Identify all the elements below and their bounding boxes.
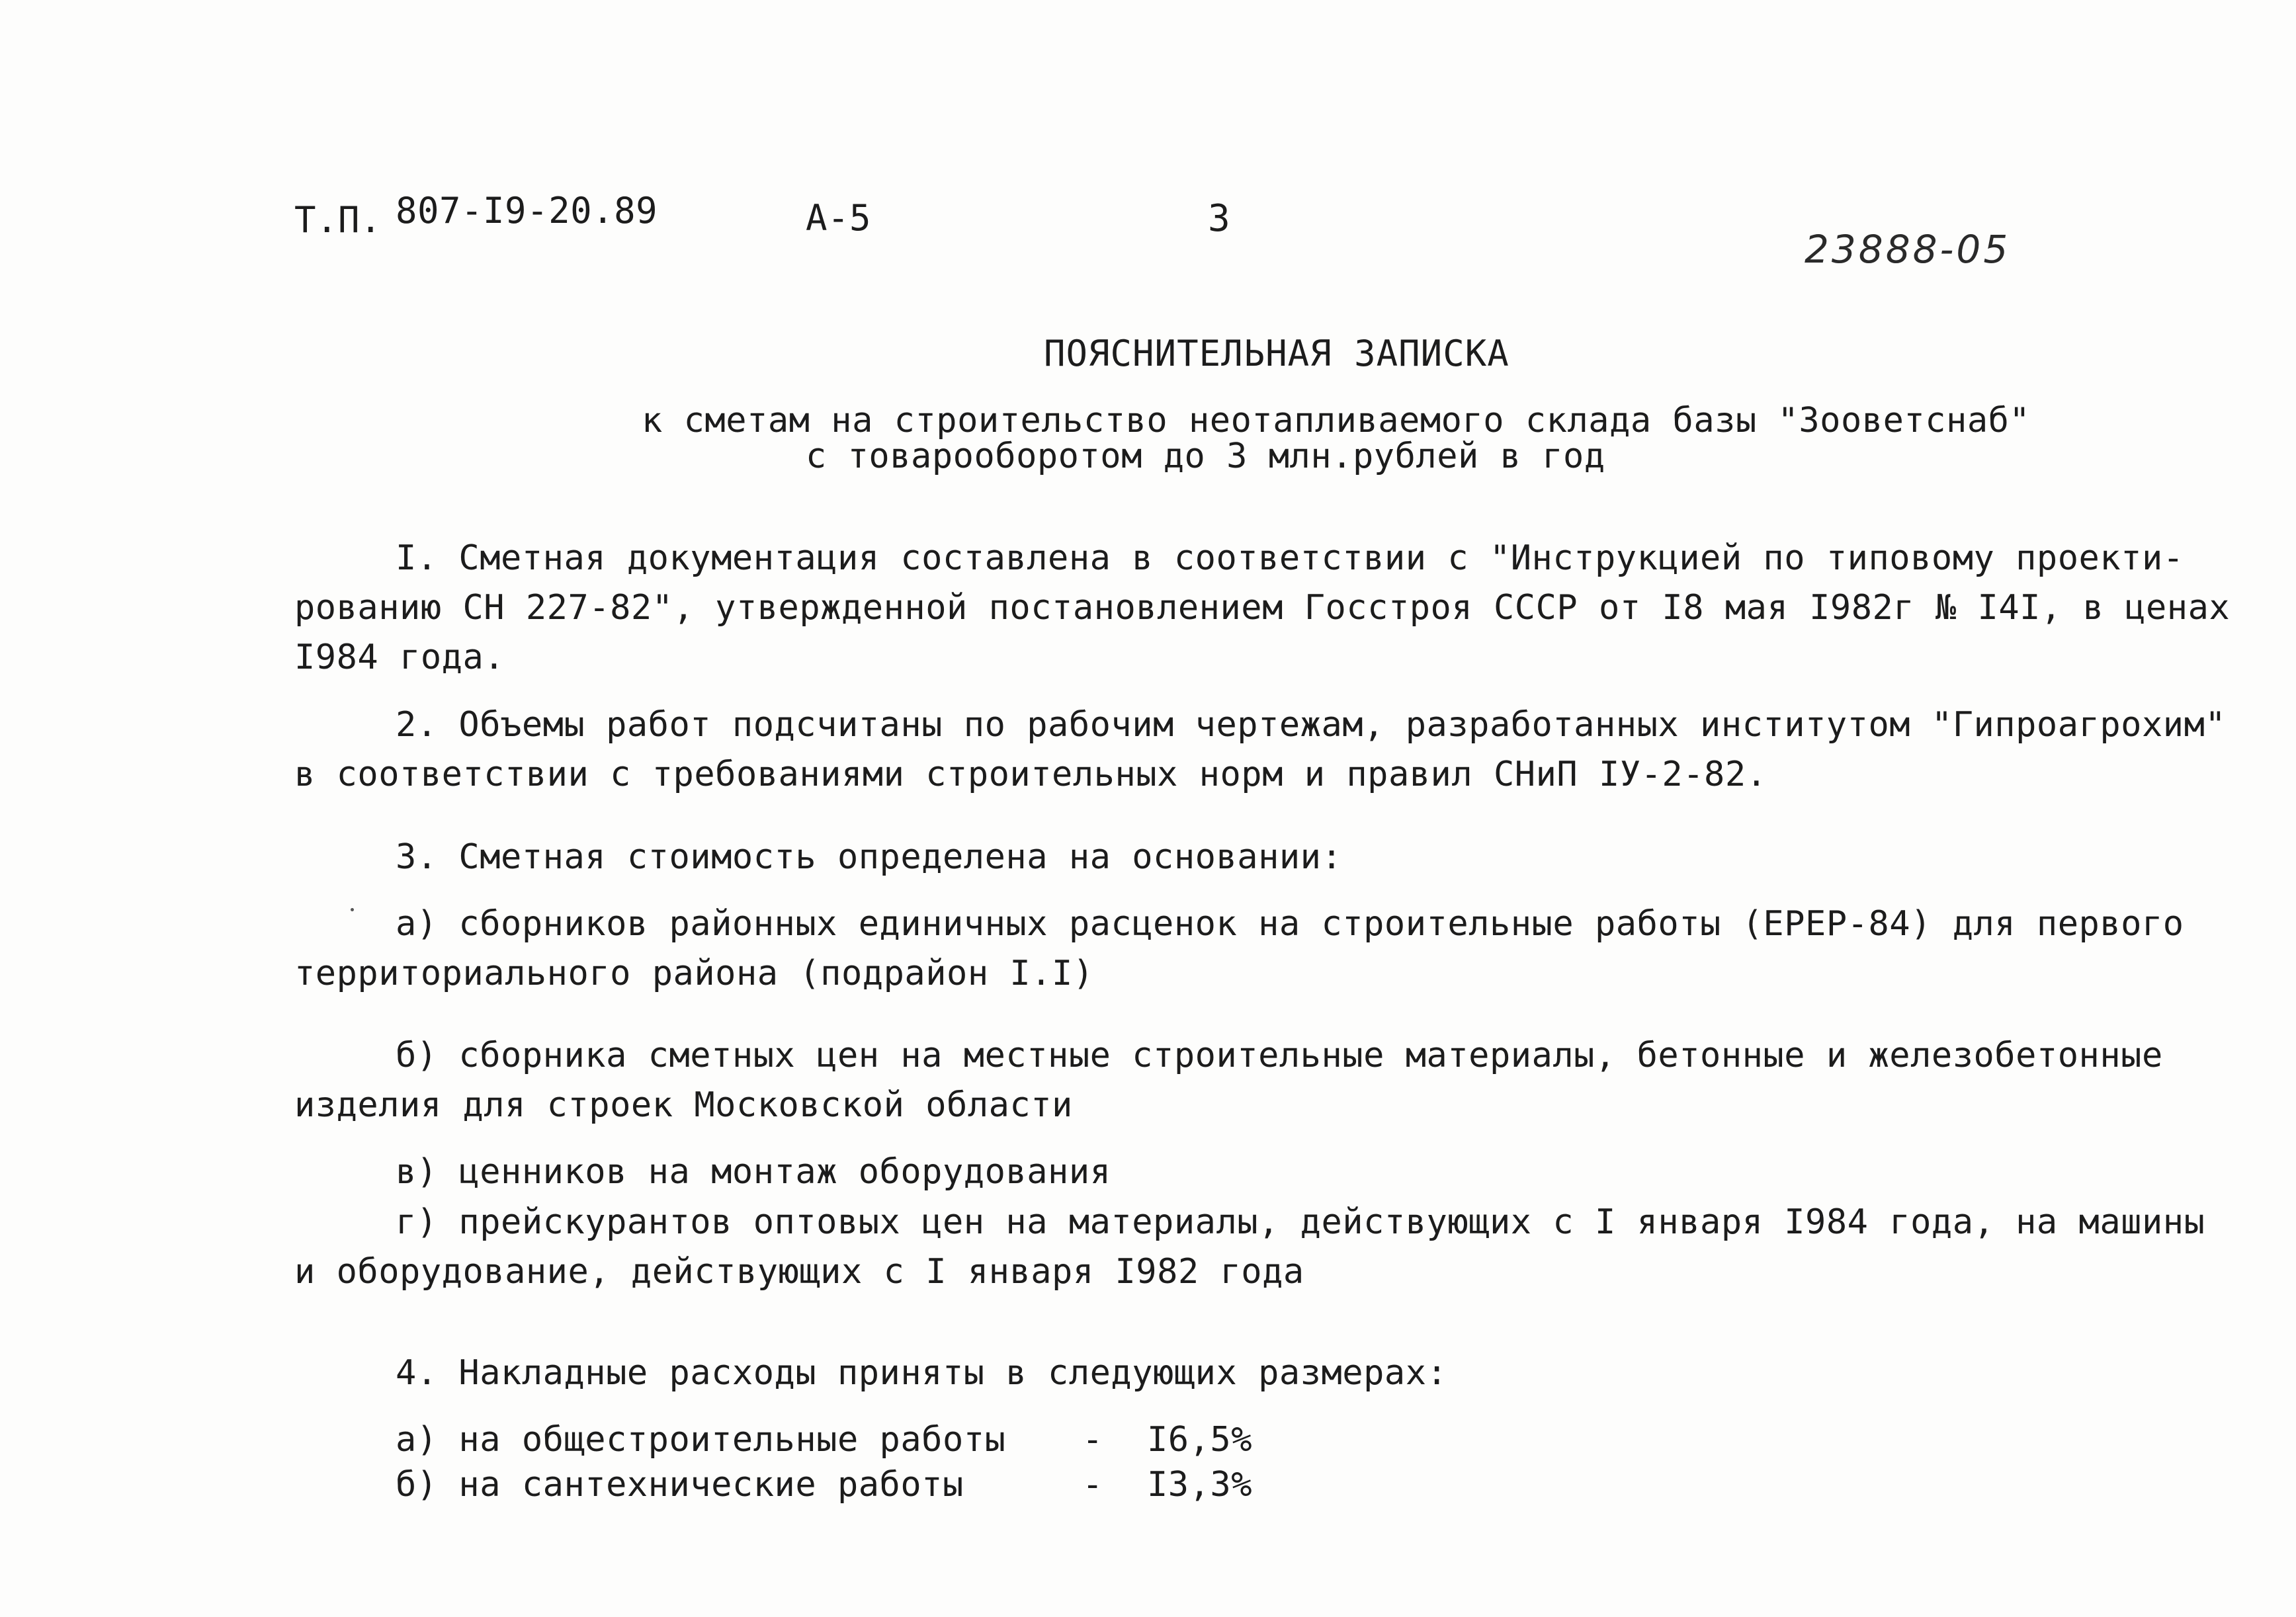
paragraph-1-line-3: I984 года.: [294, 638, 505, 677]
paragraph-2-line-2: в соответствии с требованиями строительных норм и правил СНиП IУ-2-82.: [294, 755, 1767, 794]
paragraph-2-line-1: 2. Объемы работ подсчитаны по рабочим чертежам, разработанных институтом "Гипроагрохим": [396, 705, 2227, 745]
item-3b-line-1: б) сборника сметных цен на местные строительные материалы, бетонные и железобетонные: [396, 1036, 2163, 1075]
paragraph-4-heading: 4. Накладные расходы приняты в следующих размерах:: [396, 1353, 1448, 1393]
document-heading: ПОЯСНИТЕЛЬНАЯ ЗАПИСКА: [1044, 333, 1509, 374]
paragraph-1-line-1: I. Сметная документация составлена в соответствии с "Инструкцией по типовому проекти-: [396, 538, 2184, 578]
scan-speck: [351, 908, 354, 911]
subtitle-line-2: с товарооборотом до 3 млн.рублей в год: [806, 436, 1605, 476]
rate-dash: -: [1082, 1465, 1103, 1505]
item-3d-line-1: г) прейскурантов оптовых цен на материалы, действующих с I января I984 года, на машины: [396, 1202, 2205, 1242]
album-code: А-5: [806, 197, 872, 239]
subtitle-line-1: к сметам на строительство неотапливаемого склада базы "Зооветснаб": [642, 401, 2031, 440]
rate-label: б) на сантехнические работы: [396, 1465, 964, 1505]
paragraph-1-line-2: рованию СН 227-82", утвержденной постановлением Госстроя СССР от I8 мая I982г № I4I, в ценах: [294, 588, 2231, 628]
paragraph-3-heading: 3. Сметная стоимость определена на основании:: [396, 837, 1343, 877]
rate-dash: -: [1082, 1420, 1103, 1460]
inventory-number: 23888-05: [1805, 227, 2011, 272]
item-3a-line-1: а) сборников районных единичных расценок на строительные работы (ЕРЕР-84) для первого: [396, 904, 2184, 944]
item-3a-line-2: территориального района (подрайон I.I): [294, 954, 1094, 993]
doc-code-prefix: Т.П.: [294, 199, 382, 241]
rate-label: а) на общестроительные работы: [396, 1420, 1006, 1460]
doc-code-number: 807-I9-20.89: [396, 190, 658, 231]
rate-value: I6,5%: [1147, 1420, 1253, 1460]
item-3d-line-2: и оборудование, действующих с I января I982 года: [294, 1252, 1304, 1292]
page-number: 3: [1208, 197, 1231, 240]
item-3b-line-2: изделия для строек Московской области: [294, 1085, 1073, 1125]
rate-value: I3,3%: [1147, 1465, 1253, 1505]
item-3c-line-1: в) ценников на монтаж оборудования: [396, 1152, 1111, 1192]
